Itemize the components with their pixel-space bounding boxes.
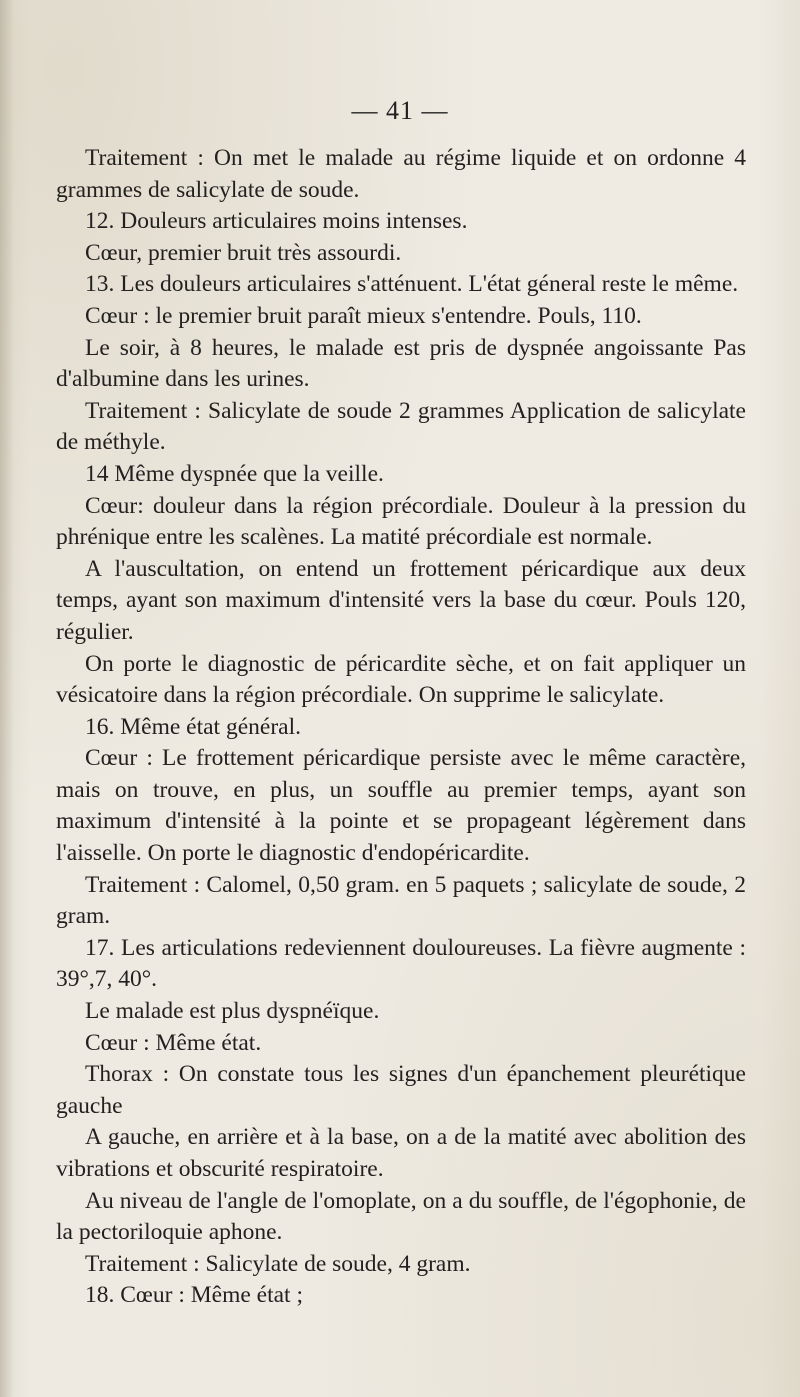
paragraph: 13. Les douleurs articulaires s'atténuent. L'état géneral reste le même.	[85, 271, 739, 298]
paragraph: Le malade est plus dyspnéïque.	[85, 998, 380, 1025]
paragraph: A l'auscultation, on entend un frottement péricardique aux deux temps, ayant son maximum d'intensité vers la base du cœur. Pouls 120, régulier.	[56, 555, 746, 645]
paragraph: Cœur: douleur dans la région précordiale. Douleur à la pression du phrénique entre les scalènes. La matité précordiale est normale.	[56, 492, 746, 551]
body-text	[56, 143, 746, 1312]
page-edge-shadow	[0, 0, 14, 1397]
paragraph: 12. Douleurs articulaires moins intenses.	[85, 208, 468, 235]
paragraph: Traitement : Salicylate de soude, 4 gram.	[85, 1250, 471, 1277]
paragraph: Thorax : On constate tous les signes d'un épanchement pleurétique gauche	[56, 1061, 746, 1119]
paragraph: Cœur, premier bruit très assourdi.	[85, 239, 402, 266]
paragraph: On porte le diagnostic de péricardite sèche, et on fait appliquer un vésicatoire dans la région précordiale. On supprime le salicylate.	[56, 650, 746, 709]
paragraph: 14 Même dyspnée que la veille.	[85, 460, 384, 487]
paragraph: 18. Cœur : Même état ;	[85, 1282, 303, 1309]
paragraph: Au niveau de l'angle de l'omoplate, on a du souffle, de l'égophonie, de la pectoriloquie aphone.	[56, 1187, 746, 1246]
paragraph: Cœur : Même état.	[85, 1029, 262, 1056]
paragraph: Le soir, à 8 heures, le malade est pris de dyspnée angoissante Pas d'albumine dans les urines.	[56, 334, 746, 393]
paragraph: A gauche, en arrière et à la base, on a de la matité avec abolition des vibrations et obscurité respiratoire.	[56, 1124, 746, 1182]
paragraph: Traitement : Salicylate de soude 2 grammes Application de salicylate de méthyle.	[56, 397, 746, 456]
paragraph: Traitement : On met le malade au régime liquide et on ordonne 4 grammes de salicylate de soude.	[56, 145, 746, 203]
paragraph: Traitement : Calomel, 0,50 gram. en 5 paquets ; salicylate de soude, 2 gram.	[56, 871, 746, 930]
paragraph: 16. Même état général.	[85, 713, 301, 740]
paragraph: Cœur : Le frottement péricardique persiste avec le même caractère, mais on trouve, en plus, un souffle au premier temps, ayant son maximum d'intensité à la pointe et se propageant légèrement dans l'aisselle. On porte le diagnostic d'endopéricardite.	[56, 745, 746, 867]
paragraph: Cœur : le premier bruit paraît mieux s'entendre. Pouls, 110.	[85, 302, 642, 329]
page-number: — 41 —	[351, 96, 449, 125]
paragraph: 17. Les articulations redeviennent douloureuses. La fièvre augmente : 39°,7, 40°.	[56, 934, 746, 993]
